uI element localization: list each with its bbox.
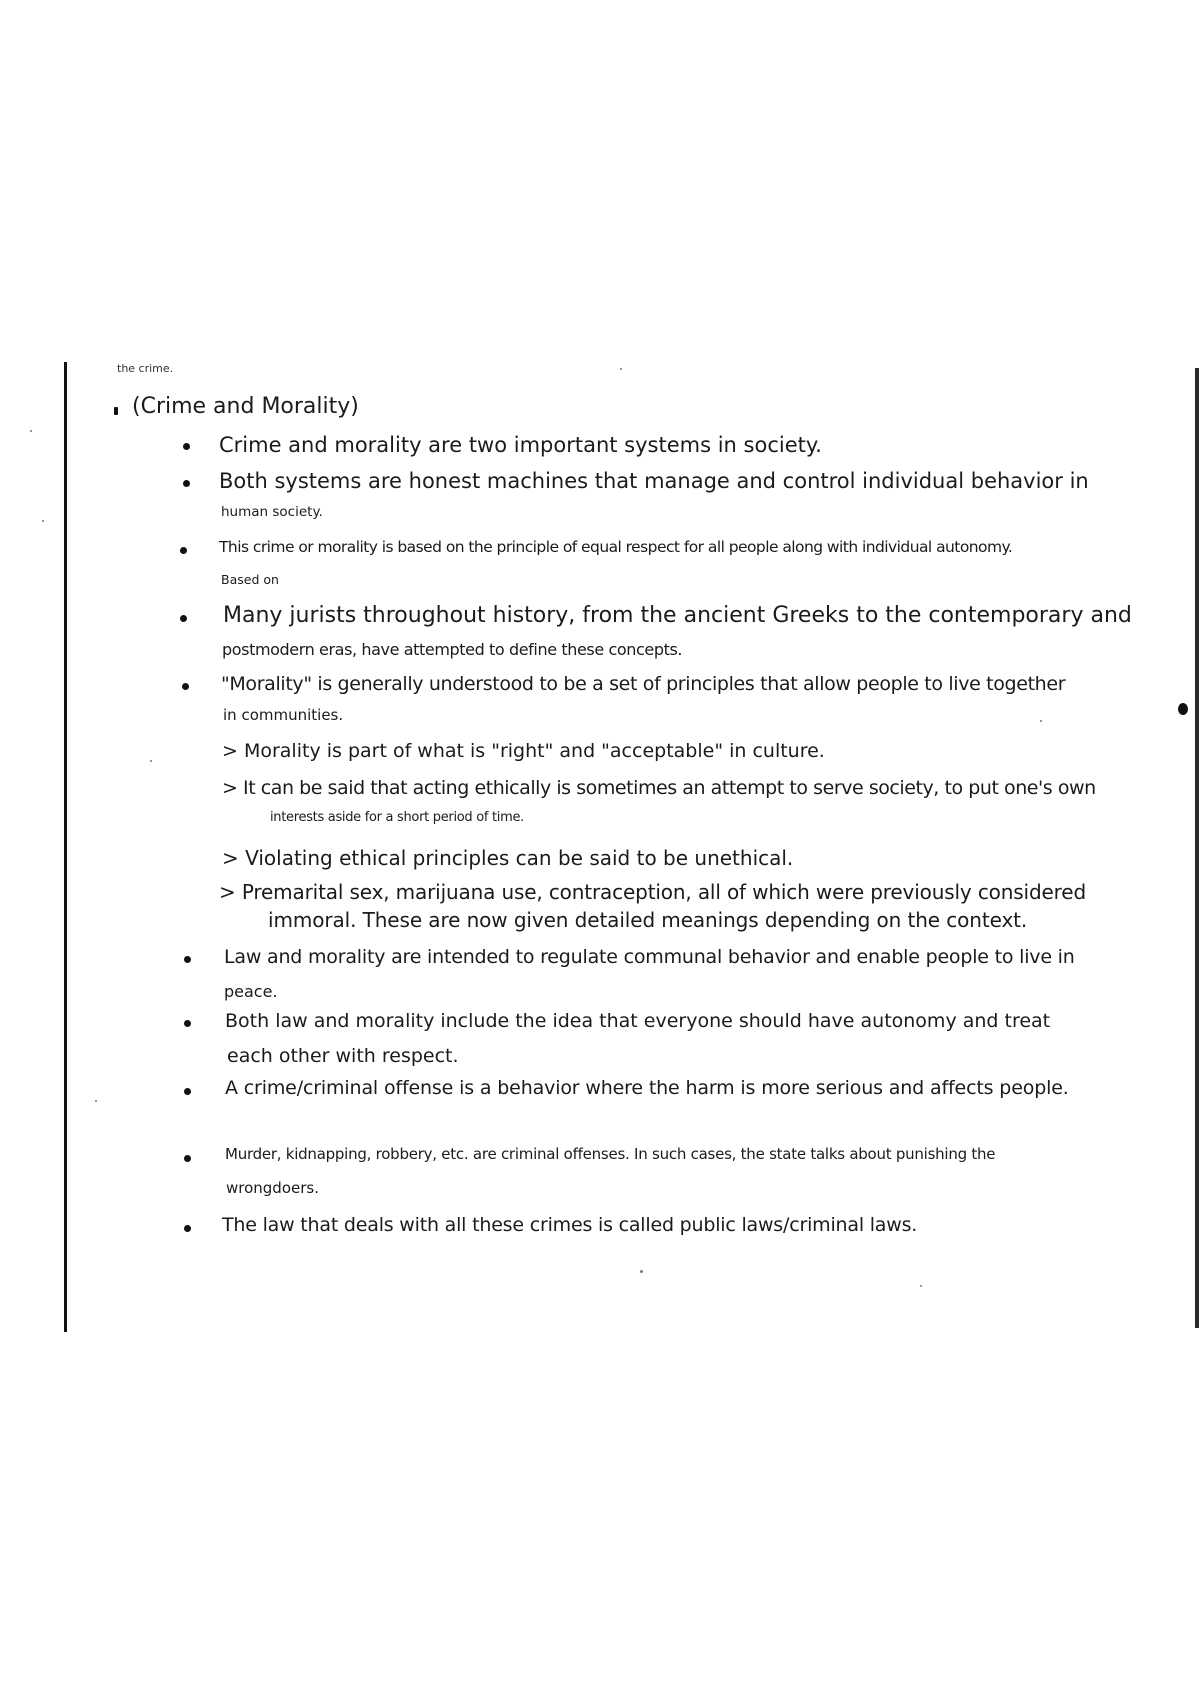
scan-speck: [150, 760, 152, 762]
bullet-mark: [184, 956, 191, 963]
sub-item-text: > Violating ethical principles can be said to be unethical.: [222, 846, 794, 870]
scan-speck: [42, 520, 44, 522]
list-item-text: postmodern eras, have attempted to define these concepts.: [222, 640, 683, 659]
list-item-text: each other with respect.: [227, 1045, 459, 1067]
sub-item-text: interests aside for a short period of time.: [270, 810, 524, 825]
heading-bullet: [114, 407, 118, 415]
scan-speck: [30, 430, 32, 432]
list-item-text: The law that deals with all these crimes is called public laws/criminal laws.: [222, 1214, 918, 1236]
top-note: the crime.: [117, 362, 174, 375]
scan-speck: [640, 1270, 643, 1273]
scan-speck: [1040, 720, 1042, 722]
scan-speck: [620, 368, 622, 370]
list-item-text: peace.: [224, 982, 278, 1001]
list-item-text: Murder, kidnapping, robbery, etc. are criminal offenses. In such cases, the state talks about punishing the: [225, 1145, 996, 1163]
bullet-mark: [180, 547, 187, 554]
bullet-mark: [183, 443, 190, 450]
list-item-text: wrongdoers.: [226, 1179, 319, 1197]
ink-dot: [1178, 703, 1188, 715]
page-right-edge: [1195, 368, 1199, 1328]
bullet-mark: [184, 1088, 191, 1095]
sub-item-text: > Morality is part of what is "right" and "acceptable" in culture.: [222, 740, 825, 762]
scan-speck: [95, 1100, 97, 1102]
sub-item-text: immoral. These are now given detailed meanings depending on the context.: [268, 908, 1028, 932]
list-item-text: Crime and morality are two important systems in society.: [219, 433, 822, 457]
bullet-mark: [183, 480, 190, 487]
list-item-text: This crime or morality is based on the principle of equal respect for all people along with individual autonomy.: [219, 538, 1013, 556]
bullet-mark: [180, 615, 187, 622]
list-item-text: A crime/criminal offense is a behavior where the harm is more serious and affects people.: [225, 1077, 1069, 1099]
list-item-text: human society.: [221, 504, 323, 520]
list-item-text: Both systems are honest machines that manage and control individual behavior in: [219, 469, 1089, 493]
sub-item-text: > Premarital sex, marijuana use, contraception, all of which were previously considered: [219, 880, 1086, 904]
section-heading: (Crime and Morality): [132, 394, 359, 419]
list-item-text: Many jurists throughout history, from the ancient Greeks to the contemporary and: [223, 603, 1132, 628]
list-item-text: "Morality" is generally understood to be a set of principles that allow people to live together: [221, 673, 1066, 695]
bullet-mark: [184, 1020, 191, 1027]
bullet-mark: [182, 683, 189, 690]
bullet-mark: [184, 1225, 191, 1232]
list-item-text: Law and morality are intended to regulate communal behavior and enable people to live in: [224, 946, 1075, 968]
list-item-text: Based on: [221, 572, 279, 587]
scan-speck: [920, 1285, 922, 1287]
sub-item-text: > It can be said that acting ethically is sometimes an attempt to serve society, to put one's own: [222, 777, 1096, 799]
list-item-text: in communities.: [223, 706, 344, 724]
list-item-text: Both law and morality include the idea that everyone should have autonomy and treat: [225, 1010, 1051, 1032]
bullet-mark: [184, 1155, 191, 1162]
page-left-edge: [64, 362, 67, 1332]
